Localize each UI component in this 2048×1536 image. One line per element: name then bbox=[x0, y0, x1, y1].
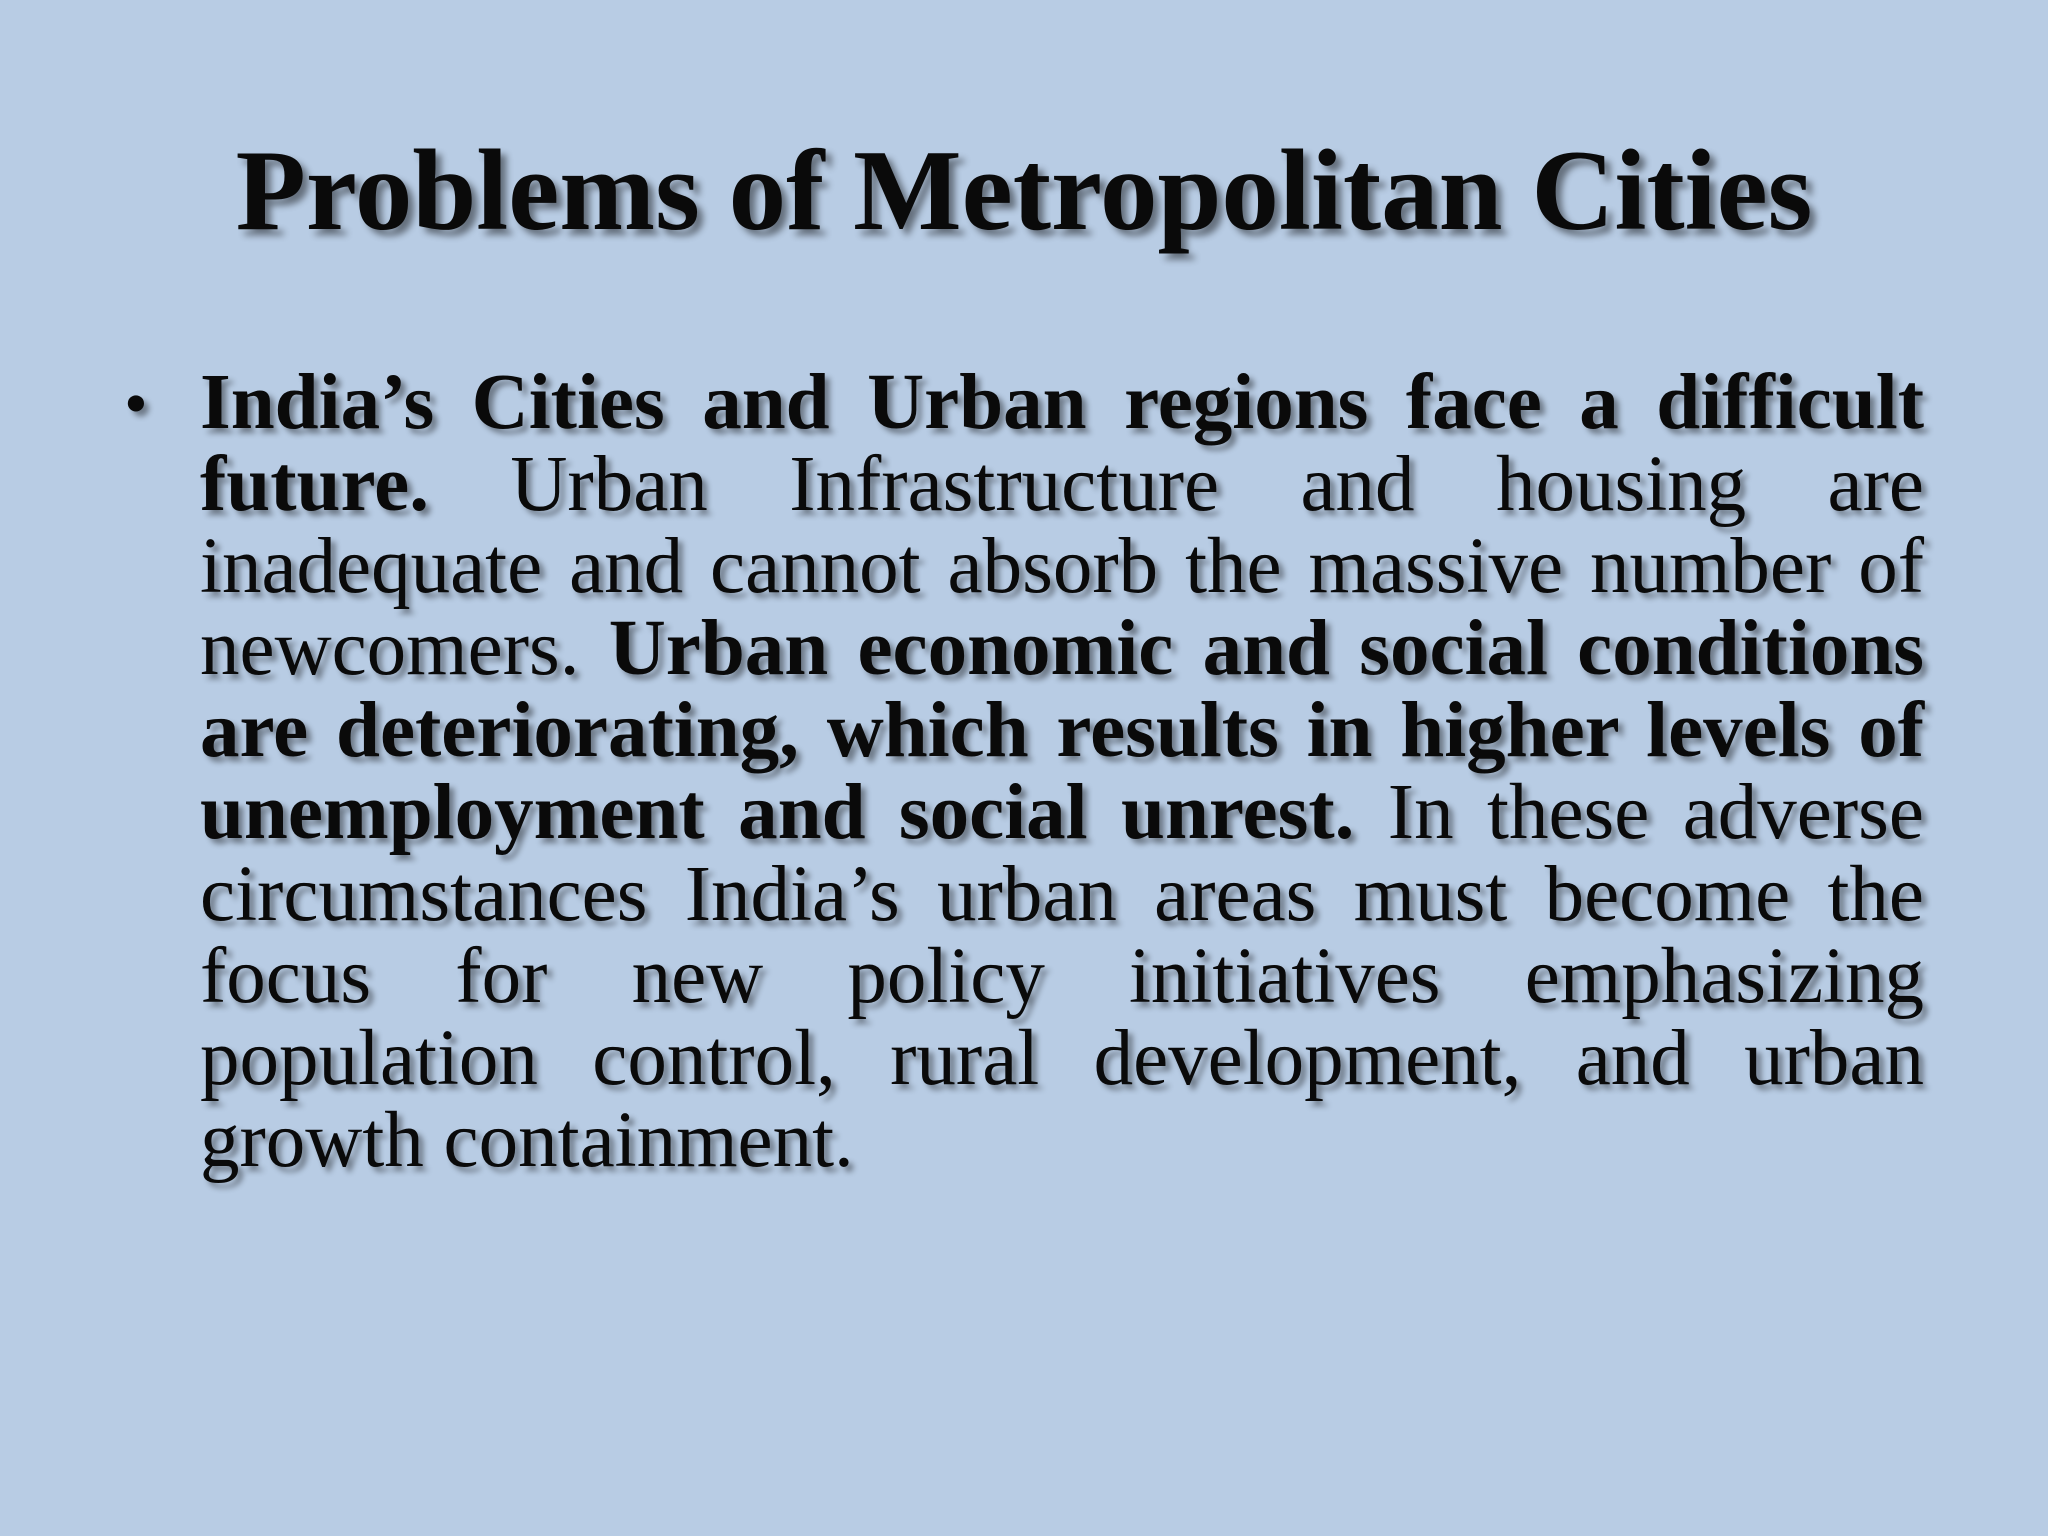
slide-title: Problems of Metropolitan Cities bbox=[235, 127, 1813, 254]
bullet-text-regular-2: In these adverse circumstances India’s urban areas must become the focus for new policy initiatives emphasizing population control, rural development, and urban growth containment. bbox=[200, 769, 1924, 1184]
bullet-text-regular-1: Urban Infrastructure and housing are inadequate and cannot absorb the massive number of newcomers. bbox=[200, 441, 1924, 692]
bullet-list bbox=[112, 359, 1924, 1184]
bullet-item bbox=[112, 359, 1924, 1184]
bullet-text-bold-1: India’s Cities and Urban regions face a difficult future. bbox=[200, 359, 1924, 528]
bullet-text-bold-2: Urban economic and social conditions are deteriorating, which results in higher levels of unemployment and social unrest. bbox=[200, 605, 1924, 856]
bullet-marker: • bbox=[124, 365, 148, 441]
